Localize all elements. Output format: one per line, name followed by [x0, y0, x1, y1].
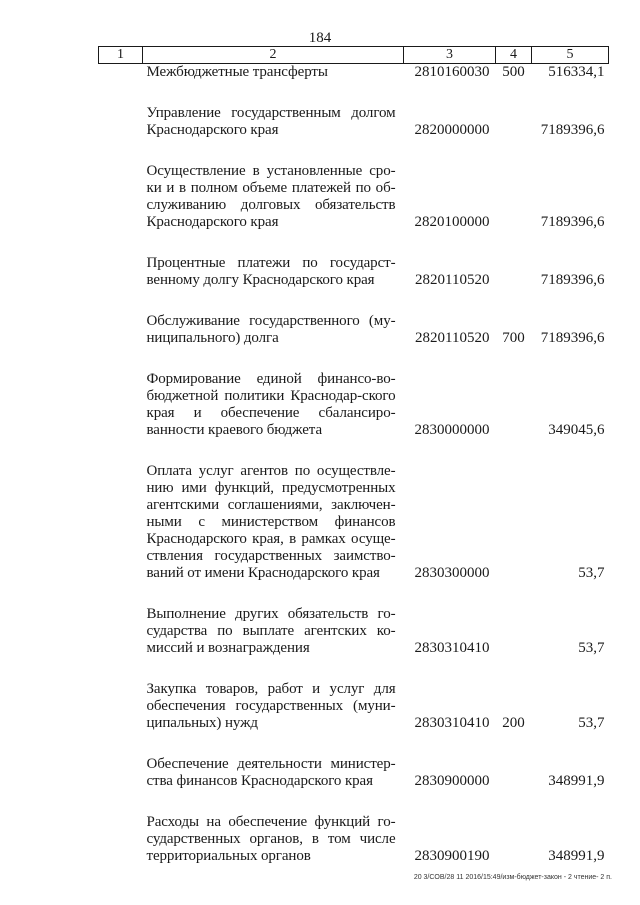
target-article-code-cell: 2830900190	[414, 848, 490, 864]
item-name-cell: Процентные платежи по государст-венному долгу Краснодарского края	[146, 255, 396, 288]
target-article-code-cell: 2830300000	[414, 565, 490, 581]
expense-type-cell	[496, 371, 532, 439]
amount-cell: 53,7	[578, 640, 605, 656]
expense-type-cell	[496, 463, 532, 582]
table-row	[99, 313, 609, 347]
row-spacer	[99, 289, 609, 313]
amount-cell: 348991,9	[548, 848, 605, 864]
table-row	[99, 463, 609, 582]
amount-cell: 7189396,6	[540, 330, 605, 346]
row-number-cell	[99, 163, 143, 231]
row-number-cell	[99, 463, 143, 582]
column-header-5: 5	[532, 47, 609, 64]
row-spacer	[99, 231, 609, 255]
row-number-cell	[99, 64, 143, 82]
table-row	[99, 371, 609, 439]
item-name-cell: Расходы на обеспечение функций го-сударственных органов, в том числе территориальных органов	[146, 814, 396, 864]
target-article-code-cell: 2810160030	[414, 64, 490, 80]
column-header-1: 1	[99, 47, 143, 64]
target-article-code-cell: 2830310410	[414, 715, 490, 731]
expense-type-cell	[496, 756, 532, 790]
target-article-code-cell: 2830310410	[414, 640, 490, 656]
table-row	[99, 163, 609, 231]
expense-type-cell	[496, 255, 532, 289]
column-header-3: 3	[404, 47, 496, 64]
item-name-cell: Управление государственным долгом Краснодарского края	[146, 105, 396, 138]
expense-type-cell: 500	[502, 64, 525, 80]
budget-table-body	[99, 64, 609, 866]
table-row	[99, 681, 609, 732]
table-row	[99, 105, 609, 139]
expense-type-cell: 200	[502, 715, 525, 731]
row-spacer	[99, 439, 609, 463]
amount-cell: 53,7	[578, 715, 605, 731]
column-number-header-row	[99, 47, 609, 64]
item-name-cell: Обеспечение деятельности министер-ства финансов Краснодарского края	[146, 756, 396, 789]
target-article-code-cell: 2820110520	[415, 272, 490, 288]
target-article-code-cell: 2830900000	[414, 773, 490, 789]
item-name-cell: Формирование единой финансо-во-бюджетной политики Краснодар-ского края и обеспечение сбалансиро-ванности краевого бюджета	[146, 371, 396, 438]
table-row	[99, 756, 609, 790]
row-number-cell	[99, 313, 143, 347]
item-name-cell: Обслуживание государственного (му-ниципального) долга	[146, 313, 396, 346]
row-number-cell	[99, 756, 143, 790]
column-header-2: 2	[143, 47, 404, 64]
amount-cell: 7189396,6	[540, 214, 605, 230]
row-spacer	[99, 657, 609, 681]
target-article-code-cell: 2820000000	[414, 122, 490, 138]
target-article-code-cell: 2820110520	[415, 330, 490, 346]
amount-cell: 53,7	[578, 565, 605, 581]
target-article-code-cell: 2830000000	[414, 422, 490, 438]
row-spacer	[99, 732, 609, 756]
item-name-cell: Оплата услуг агентов по осуществле-нию ими функций, предусмотренных агентскими соглашениями, заключен-ными с министерством финансов Краснодарского края, в рамках осуще-ствления государственных заимство-ваний от имени Краснодарского края	[146, 463, 396, 581]
item-name-cell: Закупка товаров, работ и услуг для обеспечения государственных (муни-ципальных) нужд	[146, 681, 396, 731]
expense-type-cell	[496, 606, 532, 657]
amount-cell: 7189396,6	[540, 122, 605, 138]
expense-type-cell	[496, 163, 532, 231]
row-number-cell	[99, 105, 143, 139]
item-name-cell: Межбюджетные трансферты	[146, 64, 328, 80]
row-spacer	[99, 582, 609, 606]
row-number-cell	[99, 814, 143, 865]
budget-table	[98, 46, 609, 865]
expense-type-cell	[496, 105, 532, 139]
amount-cell: 349045,6	[548, 422, 605, 438]
page-number: 184	[308, 30, 332, 46]
amount-cell: 516334,1	[548, 64, 605, 80]
row-spacer	[99, 347, 609, 371]
table-row	[99, 814, 609, 865]
amount-cell: 348991,9	[548, 773, 605, 789]
row-number-cell	[99, 255, 143, 289]
table-row	[99, 255, 609, 289]
table-row	[99, 606, 609, 657]
expense-type-cell	[496, 814, 532, 865]
row-number-cell	[99, 371, 143, 439]
item-name-cell: Выполнение других обязательств го-сударства по выплате агентских ко-миссий и вознаграждения	[146, 606, 396, 656]
expense-type-cell: 700	[502, 330, 525, 346]
table-row	[99, 64, 609, 82]
column-header-4: 4	[496, 47, 532, 64]
row-spacer	[99, 790, 609, 814]
row-number-cell	[99, 606, 143, 657]
row-spacer	[99, 139, 609, 163]
item-name-cell: Осуществление в установленные сро-ки и в полном объеме платежей по об-служиванию долговых обязательств Краснодарского края	[146, 163, 396, 230]
document-footer: 20 3/COB/28 11 2016/15:49/изм-бюджет-закон - 2 чтение- 2 п.	[413, 874, 612, 881]
row-spacer	[99, 81, 609, 105]
target-article-code-cell: 2820100000	[414, 214, 490, 230]
row-number-cell	[99, 681, 143, 732]
amount-cell: 7189396,6	[540, 272, 605, 288]
